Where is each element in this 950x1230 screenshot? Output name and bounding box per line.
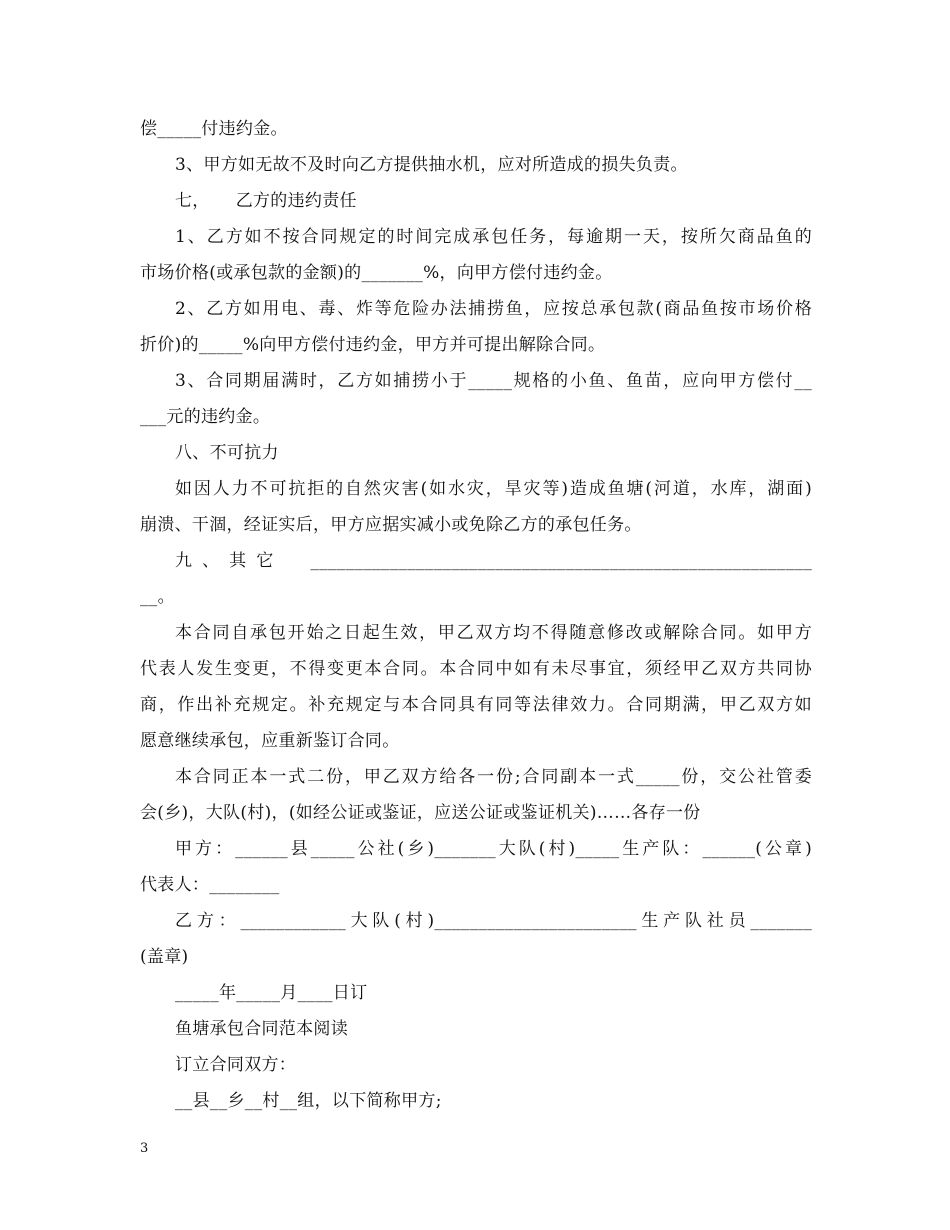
section-heading: 八、不可抗力	[175, 443, 279, 463]
date-line: _____年_____月____日订	[175, 983, 368, 1003]
text-line: 订立合同双方：	[175, 1055, 297, 1075]
text-line: 3、甲方如无故不及时向乙方提供抽水机，应对所造成的损失负责。	[175, 155, 688, 175]
party-a-line: 甲方：______县_____公社(乡)_______大队(村)_____生产队：______(公章)	[175, 839, 812, 859]
text-line: 3、合同期届满时，乙方如捕捞小于_____规格的小鱼、鱼苗，应向甲方偿付__	[175, 371, 812, 391]
party-b-line: 乙方：____________大队(村)_______________________生产队社员_______	[175, 911, 812, 931]
text-line: 市场价格(或承包款的金额)的_______%，向甲方偿付违约金。	[140, 263, 613, 283]
text-line: 商，作出补充规定。补充规定与本合同具有同等法律效力。合同期满，甲乙双方如	[140, 695, 812, 715]
text-line: __县__乡__村__组，以下简称甲方;	[175, 1091, 442, 1111]
text-line: 代表人发生变更，不得变更本合同。本合同中如有未尽事宜，须经甲乙双方共同协	[140, 659, 812, 679]
text-line: 偿_____付违约金。	[140, 119, 288, 139]
text-line: 崩溃、干涸，经证实后，甲方应据实减小或免除乙方的承包任务。	[140, 515, 642, 535]
section-heading: 七， 乙方的违约责任	[175, 191, 357, 211]
text-line: 折价)的_____%向甲方偿付违约金，甲方并可提出解除合同。	[140, 335, 606, 355]
text-line: 愿意继续承包，应重新鉴订合同。	[140, 731, 400, 751]
representative-line: 代表人：________	[140, 875, 280, 895]
seal-line: (盖章)	[140, 947, 189, 967]
text-line: 2、乙方如用电、毒、炸等危险办法捕捞鱼，应按总承包款(商品鱼按市场价格	[175, 299, 812, 319]
text-line: 会(乡)，大队(村)，(如经公证或鉴证，应送公证或鉴证机关)……各存一份	[140, 803, 701, 823]
text-line: 1、乙方如不按合同规定的时间完成承包任务，每逾期一天，按所欠商品鱼的	[175, 227, 812, 247]
text-line: ___元的违约金。	[140, 407, 271, 427]
section-title: 鱼塘承包合同范本阅读	[175, 1019, 348, 1039]
text-line: 本合同自承包开始之日起生效，甲乙双方均不得随意修改或解除合同。如甲方	[175, 623, 812, 643]
page-number: 3	[140, 1141, 149, 1156]
text-line: 本合同正本一式二份，甲乙双方给各一份;合同副本一式_____份，交公社管委	[175, 767, 812, 787]
text-line: __。	[140, 587, 175, 607]
text-line: 如因人力不可抗拒的自然灾害(如水灾，旱灾等)造成鱼塘(河道，水库，湖面)	[175, 479, 812, 499]
section-heading: 九、其它 _________________________________________________________	[175, 551, 812, 571]
